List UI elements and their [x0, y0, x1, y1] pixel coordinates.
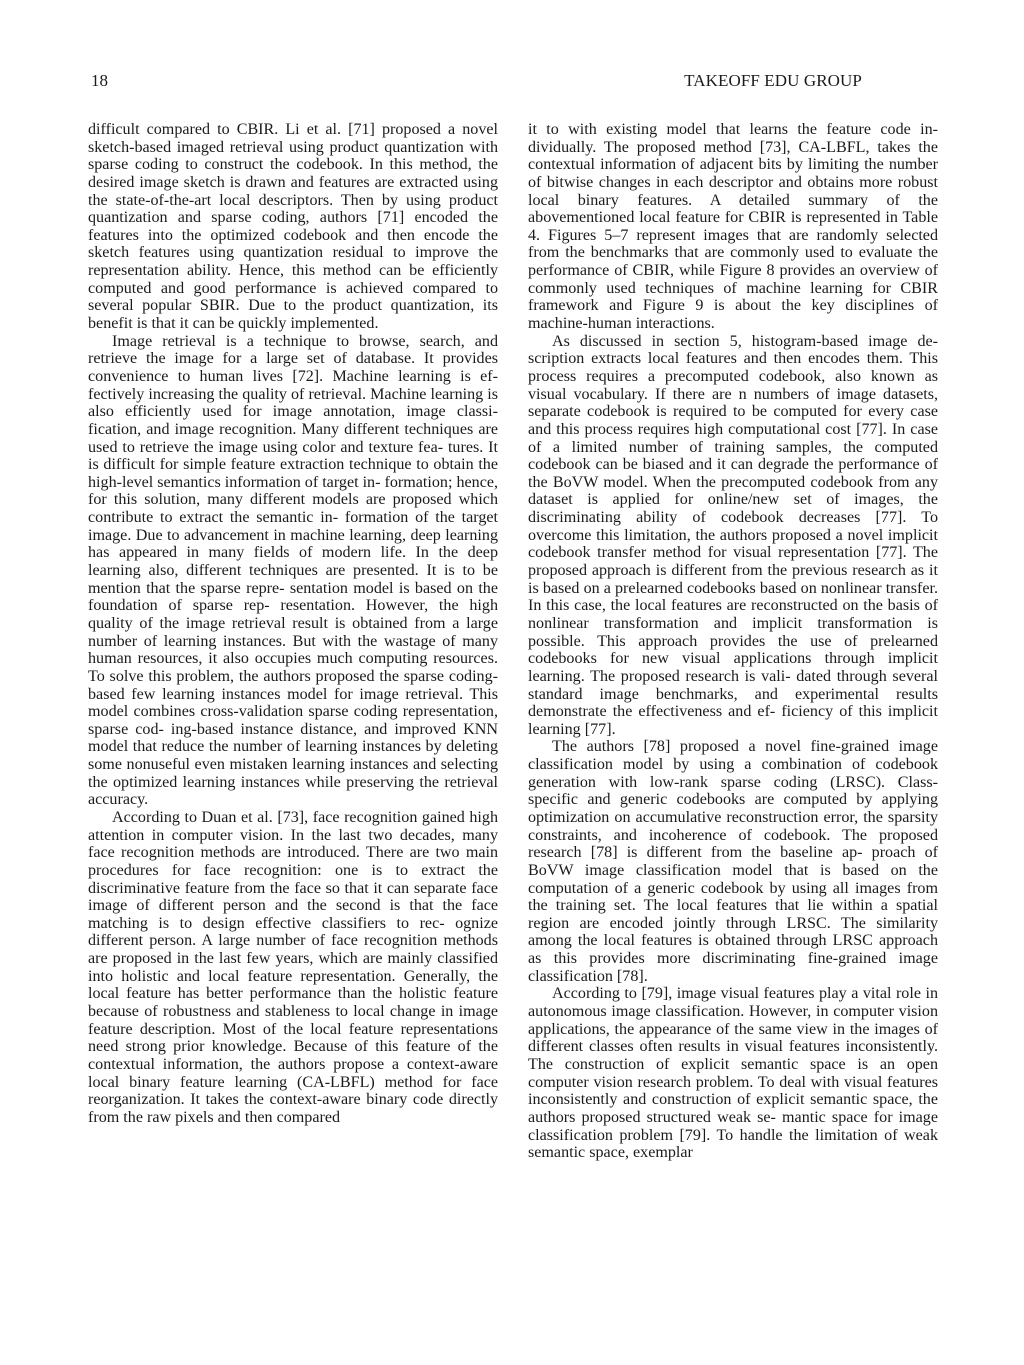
paragraph: According to Duan et al. [73], face recognition gained high attention in computer vision. In the last two decades, many face recognition methods are introduced. There are two main procedures for face recognition: one is to extract the discriminative feature from the face so that it can separate face image of different person and the second is that the face matching is to design effective classifiers to rec- ognize different person. A large number of face recognition methods are proposed in the last few years, which are mainly classified into holistic and local feature representation. Generally, the local feature has better performance than the holistic feature because of robustness and stableness to local change in image feature description. Most of the local feature representations need strong prior knowledge. Because of this feature of the contextual information, the authors propose a context-aware local binary feature learning (CA-LBFL) method for face reorganization. It takes the context-aware binary code directly from the raw pixels and then compared — [88, 808, 498, 1126]
paragraph: The authors [78] proposed a novel fine-grained image classification model by using a combination of codebook generation with low-rank sparse coding (LRSC). Class- specific and generic codebooks are computed by applying optimization on accumulative reconstruction error, the sparsity constraints, and incoherence of codebook. The proposed research [78] is different from the baseline ap- proach of BoVW image classification model that is based on the computation of a generic codebook by using all images from the training set. The local features that lie within a spatial region are encoded jointly through LRSC. The similarity among the local features is obtained through LRSC approach as this provides more discriminating fine-grained image classification [78]. — [528, 738, 938, 985]
paragraph: According to [79], image visual features play a vital role in autonomous image classification. However, in computer vision applications, the appearance of the same view in the images of different classes often results in visual features inconsistently. The construction of explicit semantic space is an open computer vision research problem. To deal with visual features inconsistently and construction of explicit semantic space, the authors proposed structured weak se- mantic space for image classification problem [79]. To handle the limitation of weak semantic space, exemplar — [528, 985, 938, 1162]
left-column — [88, 121, 498, 1127]
paragraph: Image retrieval is a technique to browse, search, and retrieve the image for a large set of database. It provides convenience to human lives [72]. Machine learning is ef- fectively increasing the quality of retrieval. Machine learning is also efficiently used for image annotation, image classi- fication, and image recognition. Many different techniques are used to retrieve the image using color and texture fea- tures. It is difficult for simple feature extraction technique to obtain the high-level semantics information of target in- formation; hence, for this solution, many different models are proposed which contribute to extract the semantic in- formation of the target image. Due to advancement in machine learning, deep learning has appeared in many fields of modern life. In the deep learning also, different techniques are presented. It is to be mention that the sparse repre- sentation model is based on the foundation of sparse rep- resentation. However, the high quality of the image retrieval result is obtained from a large number of learning instances. But with the wastage of many human resources, it also occupies much computing resources. To solve this problem, the authors proposed the sparse coding-based few learning instances model for image retrieval. This model combines cross-validation sparse coding representation, sparse cod- ing-based instance distance, and improved KNN model that reduce the number of learning instances by deleting some nonuseful even mistaken learning instances and selecting the optimized learning instances while preserving the retrieval accuracy. — [88, 332, 498, 809]
page-number: 18 — [91, 71, 108, 90]
running-head: TAKEOFF EDU GROUP — [684, 71, 862, 90]
paragraph: As discussed in section 5, histogram-based image de- scription extracts local features and then encodes them. This process requires a precomputed codebook, also known as visual vocabulary. If there are n numbers of image datasets, separate codebook is required to be computed for every case and this process requires high computational cost [77]. In case of a limited number of training samples, the computed codebook can be biased and it can degrade the performance of the BoVW model. When the precomputed codebook from any dataset is applied for online/new set of images, the discriminating ability of codebook decreases [77]. To overcome this limitation, the authors proposed a novel implicit codebook transfer method for visual representation [77]. The proposed approach is different from the previous research as it is based on a prelearned codebooks based on nonlinear transfer. In this case, the local features are reconstructed on the basis of nonlinear transformation and implicit transformation is possible. This approach provides the use of prelearned codebooks for new visual applications through implicit learning. The proposed research is vali- dated through several standard image benchmarks, and experimental results demonstrate the effectiveness and ef- ficiency of this implicit learning [77]. — [528, 332, 938, 738]
right-column — [528, 121, 938, 1162]
paragraph: difficult compared to CBIR. Li et al. [71] proposed a novel sketch-based imaged retrieval using product quantization with sparse coding to construct the codebook. In this method, the desired image sketch is drawn and features are extracted using the state-of-the-art local descriptors. Then by using product quantization and sparse coding, authors [71] encoded the features into the optimized codebook and then encode the sketch features using quantization residual to improve the representation ability. Hence, this method can be efficiently computed and good performance is achieved compared to several popular SBIR. Due to the product quantization, its benefit is that it can be quickly implemented. — [88, 121, 498, 333]
paragraph: it to with existing model that learns the feature code in- dividually. The proposed method [73], CA-LBFL, takes the contextual information of adjacent bits by limiting the number of bitwise changes in each descriptor and obtains more robust local binary features. A detailed summary of the abovementioned local feature for CBIR is represented in Table 4. Figures 5–7 represent images that are randomly selected from the benchmarks that are commonly used to evaluate the performance of CBIR, while Figure 8 provides an overview of commonly used techniques of machine learning for CBIR framework and Figure 9 is about the key disciplines of machine-human interactions. — [528, 121, 938, 333]
